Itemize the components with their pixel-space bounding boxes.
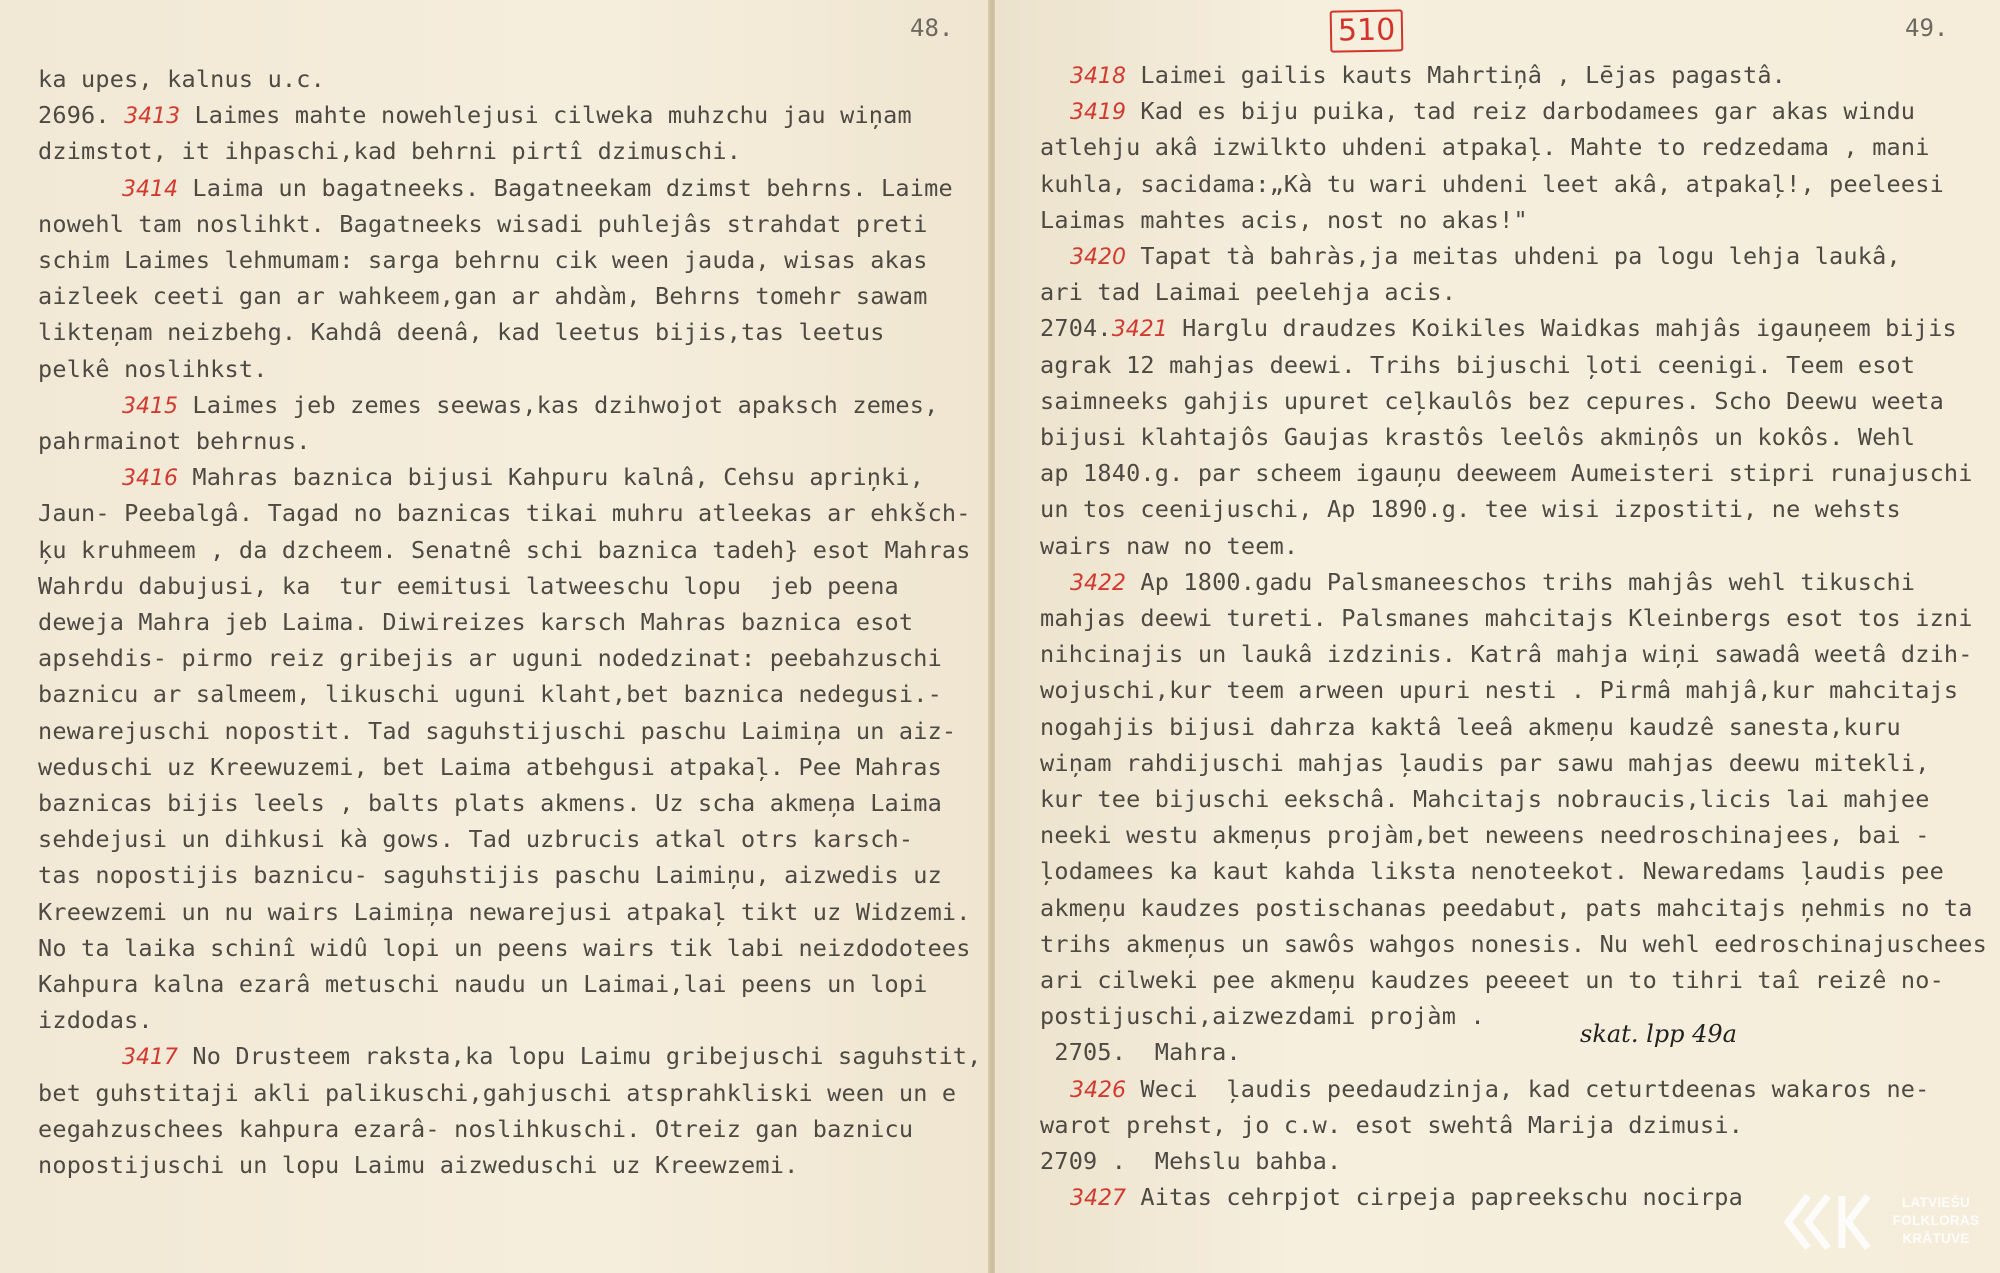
line-text: izdodas.	[38, 1006, 153, 1035]
text-line	[38, 1078, 956, 1108]
text-line	[122, 173, 953, 205]
text-line	[1040, 1037, 1241, 1067]
text-line	[1040, 856, 1944, 886]
text-line	[38, 607, 913, 637]
right-page-number: 49.	[1905, 14, 1949, 42]
line-text: Aitas cehrpjot cirpeja papreekschu nocirpa	[1126, 1183, 1743, 1212]
line-text: bet guhstitaji akli palikuschi,gahjuschi atsprahkliski ween un e	[38, 1078, 957, 1107]
text-line	[38, 897, 971, 927]
text-line	[1040, 531, 1298, 561]
text-line	[38, 136, 741, 166]
entry-number: 2696.	[38, 101, 125, 130]
line-text: nihcinajis un laukâ izdzinis. Katrâ mahja wiņi sawadâ weetâ dzih-	[1040, 640, 1973, 669]
text-line	[38, 969, 928, 999]
text-line	[38, 498, 971, 528]
text-line	[38, 281, 928, 311]
text-line	[1040, 313, 1957, 345]
red-reference-number: 3418	[1070, 64, 1126, 89]
line-text: ari cilweki pee akmeņu kaudzes peeeet un to tihri taî reizê no-	[1040, 966, 1944, 994]
text-line	[38, 317, 885, 347]
entry-number: 2704.	[1040, 314, 1112, 343]
text-line	[38, 100, 912, 132]
line-text: agrak 12 mahjas deewi. Trihs bijuschi ļoti ceenigi. Teem esot	[1040, 350, 1916, 379]
line-text: schim Laimes lehmumam: sarga behrnu cik ween jauda, wisas akas	[38, 246, 928, 274]
line-text: Laimes mahte nowehlejusi cilweka muhzchu jau wiņam	[180, 101, 912, 130]
line-text: nopostijuschi un lopu Laimu aizweduschi uz Kreewzemi.	[38, 1151, 799, 1179]
line-text: sehdejusi un dihkusi kà gows. Tad uzbrucis atkal otrs karsch-	[38, 825, 914, 854]
line-text: No ta laika schinî widû lopi un peens wairs tik labi neizdodotees	[38, 933, 971, 962]
line-text: Laima un bagatneeks. Bagatneekam dzimst behrns. Laime	[178, 173, 953, 202]
logo-line-1: LATVIEŠU	[1901, 1195, 1971, 1210]
line-text: kuhla, sacidama:„Kà tu wari uhdeni leet akâ, atpakaļ!, peeleesi	[1040, 169, 1944, 198]
text-line	[38, 535, 971, 565]
line-text: nogahjis bijusi dahrza kaktâ leeâ akmeņu kaudzê sanesta,kuru	[1040, 712, 1901, 741]
line-text: 2709 . Mehslu bahba.	[1040, 1147, 1342, 1175]
text-line	[38, 933, 971, 963]
text-line	[122, 1041, 982, 1073]
text-line	[1040, 965, 1944, 995]
red-reference-number: 3427	[1070, 1186, 1126, 1212]
line-text: baznicas bijis leels , balts plats akmens. Uz scha akmeņa Laima	[38, 789, 942, 817]
line-text: ka upes, kalnus u.c.	[38, 65, 325, 93]
right-page	[995, 0, 2000, 1273]
archive-logo	[1782, 1186, 1992, 1264]
line-text: atlehju akâ izwilkto uhdeni atpakaļ. Mahte to redzedama , mani	[1040, 133, 1930, 162]
text-line	[1070, 60, 1786, 92]
text-line	[38, 571, 899, 601]
red-reference-number: 3416	[122, 466, 178, 492]
text-line	[1070, 1074, 1930, 1106]
line-text: bijusi klahtajôs Gaujas krastôs leelôs akmiņôs un kokôs. Wehl	[1040, 423, 1916, 451]
text-line	[38, 426, 311, 456]
line-text: pahrmainot behrnus.	[38, 427, 311, 455]
line-text: Laimas mahtes acis, nost no akas!"	[1040, 205, 1528, 234]
text-line	[38, 209, 928, 239]
red-reference-number: 3419	[1070, 100, 1126, 126]
line-text: Weci ļaudis peedaudzinja, kad ceturtdeenas wakaros ne-	[1126, 1074, 1930, 1103]
line-text: pelkê noslihkst.	[38, 354, 268, 383]
line-text: Mahras baznica bijusi Kahpuru kalnâ, Cehsu apriņki,	[178, 463, 925, 492]
line-text: Kahpura kalna ezarâ metuschi naudu un Laimai,lai peens un lopi	[38, 970, 928, 998]
line-text: saimneeks gahjis upuret ceļkaulôs bez cepures. Scho Deewu weeta	[1040, 386, 1944, 415]
line-text: un tos ceenijuschi, Ap 1890.g. tee wisi izpostiti, ne wehsts	[1040, 495, 1901, 524]
text-line	[1040, 603, 1973, 633]
line-text: Jaun- Peebalgâ. Tagad no baznicas tikai muhru atleekas ar ehkšch-	[38, 499, 971, 528]
line-text: Laimes jeb zemes seewas,kas dzihwojot apaksch zemes,	[178, 390, 939, 419]
left-page	[0, 0, 990, 1273]
line-text: deweja Mahra jeb Laima. Diwireizes karsch Mahras baznica esot	[38, 608, 914, 636]
text-line	[1070, 96, 1915, 128]
text-line	[1040, 277, 1456, 307]
text-line	[38, 1114, 913, 1144]
line-text: dzimstot, it ihpaschi,kad behrni pirtî dzimuschi.	[38, 137, 742, 166]
text-line	[1040, 1146, 1341, 1176]
text-line	[38, 1005, 153, 1035]
line-text: likteņam neizbehg. Kahdâ deenâ, kad leetus bijis,tas leetus	[38, 318, 885, 347]
text-line	[1070, 1182, 1743, 1214]
line-text: kur tee bijuschi eekschâ. Mahcitajs nobraucis,licis lai mahjee	[1040, 785, 1930, 813]
text-line	[1040, 639, 1973, 669]
line-text: Harglu draudzes Koikiles Waidkas mahjâs igauņeem bijis	[1167, 314, 1957, 343]
line-text: postijuschi,aizwezdami projàm .	[1040, 1002, 1485, 1031]
text-line	[1070, 241, 1901, 273]
text-line	[1040, 422, 1915, 452]
text-line	[38, 1150, 798, 1180]
text-line	[1040, 893, 1973, 923]
line-text: eegahzuschees kahpura ezarâ- noslihkuschi. Otreiz gan baznicu	[38, 1114, 914, 1143]
line-text: No Drusteem raksta,ka lopu Laimu gribejuschi saguhstit,	[178, 1042, 982, 1071]
text-line	[1040, 205, 1528, 235]
line-text: Kad es biju puika, tad reiz darbodamees gar akas windu	[1126, 97, 1916, 126]
text-line	[38, 643, 942, 673]
text-line	[1040, 675, 1958, 705]
red-reference-number: 3426	[1070, 1077, 1126, 1103]
line-text: 2705. Mahra.	[1040, 1038, 1241, 1067]
text-line	[38, 64, 325, 94]
text-line	[1040, 350, 1915, 380]
line-text: Tapat tà bahràs,ja meitas uhdeni pa logu lehja laukâ,	[1126, 242, 1901, 270]
text-line	[1040, 748, 1930, 778]
line-text: newarejuschi nopostit. Tad saguhstijuschi paschu Laimiņa un aiz-	[38, 716, 957, 745]
text-line	[38, 860, 942, 890]
text-line	[122, 390, 938, 422]
text-line	[38, 752, 942, 782]
left-page-number: 48.	[910, 14, 954, 42]
text-line	[38, 716, 956, 746]
text-line	[1040, 784, 1930, 814]
line-text: ļodamees ka kaut kahda liksta nenoteekot. Newaredams ļaudis pee	[1040, 857, 1944, 886]
text-line	[1040, 169, 1944, 199]
line-text: baznicu ar salmeem, likuschi uguni klaht,bet baznica nedegusi.-	[38, 680, 942, 709]
line-text: apsehdis- pirmo reiz gribejis ar uguni nodedzinat: peebahzuschi	[38, 644, 942, 673]
line-text: Ap 1800.gadu Palsmaneeschos trihs mahjâs wehl tikuschi	[1126, 567, 1916, 596]
line-text: ari tad Laimai peelehja acis.	[1040, 278, 1457, 307]
logo-text	[1880, 1194, 1992, 1248]
red-reference-number: 3421	[1111, 317, 1168, 343]
line-text: akmeņu kaudzes postischanas peedabut, pats mahcitajs ņehmis no ta	[1040, 893, 1973, 922]
lfk-logo-icon	[1782, 1190, 1872, 1254]
text-line	[1040, 1001, 1485, 1031]
red-reference-number: 3417	[122, 1045, 178, 1071]
line-text: mahjas deewi tureti. Palsmanes mahcitajs Kleinbergs esot tos izni	[1040, 604, 1973, 632]
text-line	[1040, 494, 1901, 524]
line-text: warot prehst, jo c.w. esot swehtâ Marija dzimusi.	[1040, 1110, 1744, 1139]
red-reference-number: 3420	[1070, 245, 1126, 270]
text-line	[1040, 386, 1944, 416]
line-text: ķu kruhmeem , da dzcheem. Senatnê schi baznica tadeh} esot Mahras	[38, 535, 971, 564]
line-text: wiņam rahdijuschi mahjas ļaudis par sawu mahjas deewu mitekli,	[1040, 748, 1930, 777]
text-line	[1040, 1110, 1743, 1140]
line-text: Laimei gailis kauts Mahrtiņâ , Lējas pagastâ.	[1126, 61, 1787, 89]
line-text: tas nopostijis baznicu- saguhstijis paschu Laimiņu, aizwedis uz	[38, 861, 942, 890]
red-reference-number: 3415	[122, 393, 178, 419]
text-line	[38, 245, 928, 275]
line-text: wairs naw no teem.	[1040, 531, 1299, 560]
red-reference-number: 3413	[124, 104, 181, 130]
text-line	[1040, 929, 1987, 959]
red-reference-number: 3414	[122, 176, 178, 202]
line-text: trihs akmeņus un sawôs wahgos nonesis. Nu wehl eedroschinajuschees	[1040, 929, 1987, 958]
text-line	[1040, 820, 1930, 850]
line-text: ap 1840.g. par scheem igauņu deeweem Aumeisteri stipri runajuschi	[1040, 459, 1973, 488]
logo-line-3: KRĀTUVE	[1902, 1231, 1970, 1246]
text-line	[1070, 567, 1915, 599]
text-line	[38, 354, 268, 384]
text-line	[122, 462, 924, 494]
line-text: neeki westu akmeņus projàm,bet neweens needroschinajees, bai -	[1040, 821, 1930, 850]
archive-number: 510	[1330, 9, 1404, 52]
line-text: nowehl tam noslihkt. Bagatneeks wisadi puhlejâs strahdat preti	[38, 209, 928, 238]
text-line	[1040, 458, 1973, 488]
line-text: wojuschi,kur teem arween upuri nesti . Pirmâ mahjâ,kur mahcitajs	[1040, 676, 1959, 705]
text-line	[1040, 712, 1901, 742]
red-reference-number: 3422	[1070, 570, 1126, 596]
text-line	[1040, 132, 1930, 162]
line-text: weduschi uz Kreewuzemi, bet Laima atbehgusi atpakaļ. Pee Mahras	[38, 752, 942, 781]
line-text: Wahrdu dabujusi, ka tur eemitusi latweeschu lopu jeb peena	[38, 571, 899, 600]
text-line	[38, 788, 942, 818]
text-line	[38, 679, 942, 709]
logo-line-2: FOLKLORAS	[1892, 1213, 1980, 1228]
line-text: Kreewzemi un nu wairs Laimiņa newarejusi atpakaļ tikt uz Widzemi.	[38, 897, 971, 926]
text-line	[38, 824, 913, 854]
handwritten-note: skat. lpp 49a	[1580, 1020, 1737, 1048]
line-text: aizleek ceeti gan ar wahkeem,gan ar ahdàm, Behrns tomehr sawam	[38, 282, 928, 311]
